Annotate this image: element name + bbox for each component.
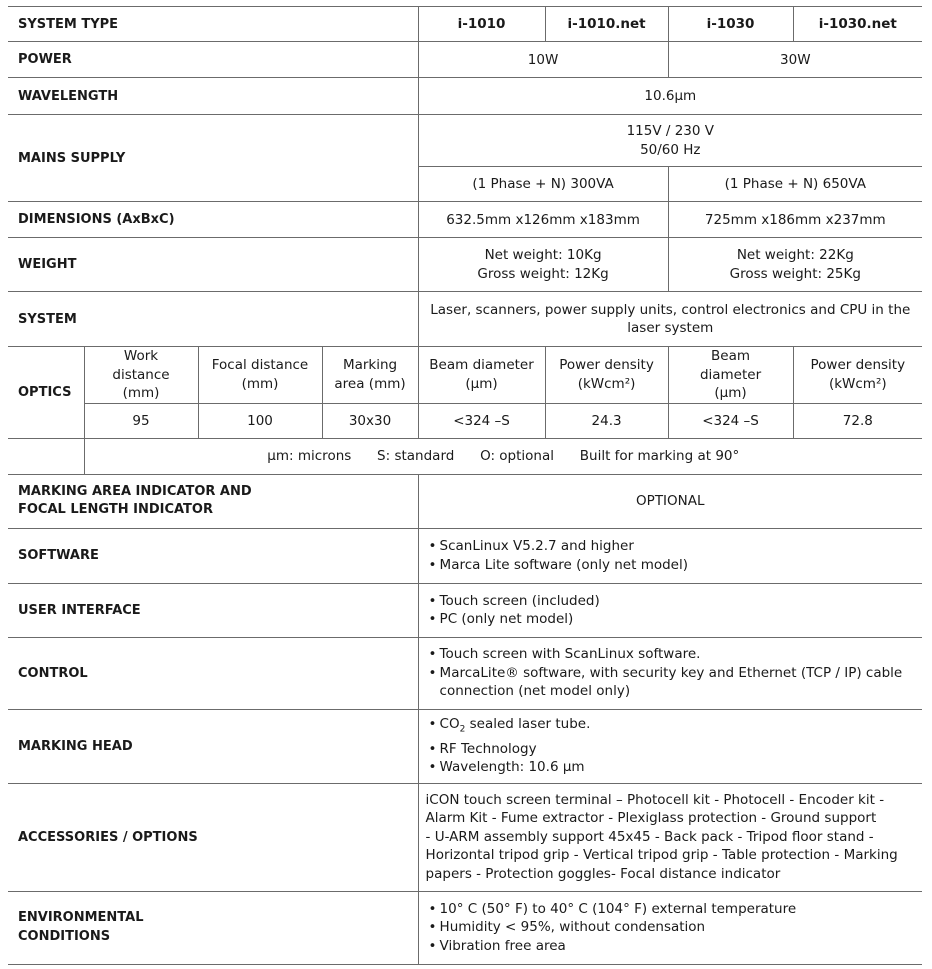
optics-marking-area: 30x30 <box>322 403 418 438</box>
model-i-1010: i-1010 <box>418 7 545 42</box>
accessories-line: - U-ARM assembly support 45x45 - Back pack - Tripod floor stand - <box>425 828 874 845</box>
accessories-value <box>418 783 922 891</box>
control-item-line1: • MarcaLite® software, with security key and Ethernet (TCP / IP) cable <box>439 664 903 681</box>
indicator-value: OPTIONAL <box>418 474 922 528</box>
environmental-row <box>8 891 922 964</box>
optics-label: OPTICS <box>8 347 84 439</box>
accessories-line: Horizontal tripod grip - Vertical tripod grip - Table protection - Marking <box>425 847 898 864</box>
optics-work-distance: 95 <box>84 403 198 438</box>
co2-subscript: 2 <box>459 725 466 736</box>
system-text-line2: laser system <box>627 320 714 336</box>
optics-power-density-2: 72.8 <box>793 403 922 438</box>
optics-header-focal-distance <box>198 347 322 404</box>
environmental-label-line1: ENVIRONMENTAL <box>18 910 144 925</box>
list-item: • PC (only net model) <box>429 610 913 629</box>
list-item: • RF Technology <box>429 740 913 759</box>
list-item: • Touch screen (included) <box>429 592 913 611</box>
software-list <box>429 537 913 574</box>
user-interface-row <box>8 583 922 637</box>
control-value <box>418 637 922 709</box>
environmental-list <box>429 900 913 956</box>
optics-header-power-density-1 <box>545 347 668 404</box>
optics-header-text: Beam diameter <box>429 357 534 374</box>
model-i-1030: i-1030 <box>668 7 793 42</box>
optics-header-row <box>8 347 922 404</box>
weight-row <box>8 238 922 292</box>
software-value <box>418 528 922 583</box>
optics-header-power-density-2 <box>793 347 922 404</box>
user-interface-label: USER INTERFACE <box>8 583 418 637</box>
optics-header-unit: (μm) <box>465 375 498 392</box>
list-item: • ScanLinux V5.2.7 and higher <box>429 537 913 556</box>
weight-value-2 <box>668 238 922 292</box>
weight-label: WEIGHT <box>8 238 418 292</box>
optics-header-marking-area <box>322 347 418 404</box>
model-i-1010-net: i-1010.net <box>545 7 668 42</box>
mains-supply-label: MAINS SUPPLY <box>8 115 418 202</box>
indicator-label-line1: MARKING AREA INDICATOR AND <box>18 483 252 499</box>
system-label: SYSTEM <box>8 292 418 347</box>
optics-values-row <box>8 403 922 438</box>
accessories-line: Alarm Kit - Fume extractor - Plexiglass protection - Ground support <box>425 810 877 827</box>
accessories-label: ACCESSORIES / OPTIONS <box>8 783 418 891</box>
optics-legend: μm: microns S: standard O: optional Built for marking at 90° <box>84 438 922 474</box>
optics-header-text: Power density <box>810 357 906 374</box>
list-item: • Touch screen with ScanLinux software. <box>429 645 913 664</box>
indicator-label-line2: FOCAL LENGTH INDICATOR <box>18 502 213 517</box>
software-row <box>8 528 922 583</box>
power-label: POWER <box>8 42 418 78</box>
system-value <box>418 292 922 347</box>
control-item-line2: connection (net model only) <box>439 683 631 700</box>
net-weight-1: Net weight: 10Kg <box>484 247 602 263</box>
mains-voltage <box>418 115 922 167</box>
optics-header-unit: (kWcm²) <box>577 375 636 392</box>
marking-head-row <box>8 709 922 783</box>
control-label: CONTROL <box>8 637 418 709</box>
weight-value-1 <box>418 238 668 292</box>
environmental-label-line2: CONDITIONS <box>18 928 111 944</box>
list-item: • Humidity < 95%, without condensation <box>429 918 913 937</box>
mains-frequency-text: 50/60 Hz <box>640 141 701 158</box>
optics-header-unit: (mm) <box>241 375 279 392</box>
accessories-line: papers - Protection goggles- Focal distance indicator <box>425 865 781 882</box>
environmental-value <box>418 891 922 964</box>
control-list <box>429 645 913 701</box>
model-i-1030-net: i-1030.net <box>793 7 922 42</box>
optics-header-text: Work distance <box>112 348 170 383</box>
dimensions-row <box>8 202 922 238</box>
marking-head-label: MARKING HEAD <box>8 709 418 783</box>
list-item <box>429 664 913 701</box>
optics-header-text: Focal distance <box>211 357 309 374</box>
wavelength-value: 10.6μm <box>418 78 922 115</box>
accessories-row <box>8 783 922 891</box>
optics-header-unit: (μm) <box>714 385 747 401</box>
wavelength-label: WAVELENGTH <box>8 78 418 115</box>
tube-text: sealed laser tube. <box>465 716 591 733</box>
optics-header-text: Beam diameter <box>699 348 762 383</box>
list-item: • 10° C (50° F) to 40° C (104° F) external temperature <box>429 900 913 919</box>
system-type-label: SYSTEM TYPE <box>8 7 418 42</box>
user-interface-value <box>418 583 922 637</box>
list-item: • Wavelength: 10.6 μm <box>429 758 913 777</box>
optics-header-unit: (kWcm²) <box>828 375 887 392</box>
gross-weight-2: Gross weight: 25Kg <box>729 265 861 282</box>
mains-supply-row <box>8 115 922 167</box>
power-row <box>8 42 922 78</box>
mains-consumption-2: (1 Phase + N) 650VA <box>668 167 922 202</box>
optics-header-text: Power density <box>559 357 654 374</box>
list-item <box>429 715 913 739</box>
control-row <box>8 637 922 709</box>
wavelength-row <box>8 78 922 115</box>
optics-focal-distance: 100 <box>198 403 322 438</box>
mains-voltage-text: 115V / 230 V <box>626 123 715 139</box>
optics-header-beam-diameter-1 <box>418 347 545 404</box>
system-text-line1: Laser, scanners, power supply units, control electronics and CPU in the <box>430 301 911 318</box>
power-value-10: 10W <box>418 42 668 78</box>
optics-legend-spacer <box>8 438 84 474</box>
system-row <box>8 292 922 347</box>
list-item: • Vibration free area <box>429 937 913 956</box>
software-label: SOFTWARE <box>8 528 418 583</box>
marking-head-value <box>418 709 922 783</box>
optics-power-density-1: 24.3 <box>545 403 668 438</box>
indicator-label <box>8 474 418 528</box>
optics-legend-row <box>8 438 922 474</box>
power-value-30: 30W <box>668 42 922 78</box>
marking-head-list <box>429 715 913 776</box>
environmental-label <box>8 891 418 964</box>
dimensions-value-2: 725mm x186mm x237mm <box>668 202 922 238</box>
list-item: • Marca Lite software (only net model) <box>429 556 913 575</box>
co2-text: CO <box>439 716 460 733</box>
optics-header-unit: area (mm) <box>334 375 406 392</box>
net-weight-2: Net weight: 22Kg <box>736 247 854 263</box>
system-type-row <box>8 7 922 42</box>
mains-consumption-1: (1 Phase + N) 300VA <box>418 167 668 202</box>
user-interface-list <box>429 592 913 629</box>
dimensions-label: DIMENSIONS (AxBxC) <box>8 202 418 238</box>
optics-header-work-distance <box>84 347 198 404</box>
optics-header-unit: (mm) <box>122 385 160 401</box>
gross-weight-1: Gross weight: 12Kg <box>477 265 609 282</box>
optics-header-beam-diameter-2 <box>668 347 793 404</box>
accessories-line: iCON touch screen terminal – Photocell kit - Photocell - Encoder kit - <box>425 791 885 808</box>
indicator-row <box>8 474 922 528</box>
optics-header-text: Marking <box>342 357 398 374</box>
optics-beam-diameter-2: <324 –S <box>668 403 793 438</box>
optics-beam-diameter-1: <324 –S <box>418 403 545 438</box>
dimensions-value-1: 632.5mm x126mm x183mm <box>418 202 668 238</box>
specifications-table <box>8 6 922 965</box>
